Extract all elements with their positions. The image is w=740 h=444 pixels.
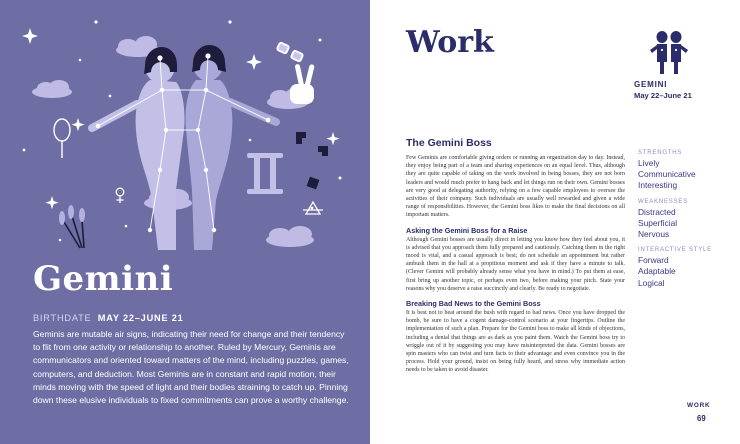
right-page: [370, 0, 740, 444]
bad-news-heading: Breaking Bad News to the Gemini Boss: [406, 299, 541, 309]
trait-value: Lively: [638, 158, 660, 168]
trait-group-interactive-style: [638, 247, 728, 289]
trait-value: Adaptable: [638, 266, 676, 277]
birthdate-label: BIRTHDATE: [33, 313, 92, 323]
trait-group-weaknesses: [638, 199, 728, 241]
gemini-twins-icon: [648, 28, 690, 74]
trait-value: Communicative: [638, 169, 696, 180]
trait-value: Nervous: [638, 229, 670, 240]
sign-badge: [634, 28, 704, 100]
raise-paragraph: Although Gemini bosses are usually direct in letting you know how they feel about you, it is advised that you approach them fully prepared and cautiously. Catching them in the right mood is vital, and a casual approach is best; do not schedule an appointment but rather ambush them in the hall at a propitious moment and ask if they have a minute to talk. (Clever Gemini will probably already sense what you have in mind.) To put them at ease, first bring up another topic, or perhaps even two, before making your pitch. State your reasons why you deserve a raise succinctly and clearly. Be ready to negotiate.: [406, 236, 625, 292]
boss-paragraph: Few Geminis are comfortable giving orders or running an organization day to day. Instead, they enjoy being part of a team and sharing experiences on an equal level. Thus, although they are quite capable of taking on the work involved in being bosses, they are not born leaders and would much prefer to hang back and let things run on their own. Gemini bosses are very good at delegating authority, relying on a few capable employees to oversee the activities of their company. Such individuals are usually well rewarded and given a wide range of responsibilities. However, the Gemini boss likes to make the final decisions on all important matters.: [406, 155, 625, 219]
trait-value: Distracted: [638, 206, 676, 217]
traits-sidebar: [638, 150, 728, 296]
birthdate-row: [33, 314, 184, 323]
trait-value: Logical: [638, 277, 665, 288]
trait-value: Interesting: [638, 180, 678, 191]
trait-group-strengths: [638, 150, 728, 192]
badge-dates: May 22–June 21: [634, 91, 692, 100]
trait-label: INTERACTIVE STYLE: [638, 247, 712, 254]
section-title: Work: [406, 25, 494, 60]
work-content: [406, 137, 625, 375]
boss-heading: The Gemini Boss: [406, 137, 492, 149]
footer-section-label: WORK: [687, 402, 711, 409]
bad-news-paragraph: It is best not to beat around the bush with regard to bad news. Once you have dropped the bomb, be sure to have a cogent damage-control scenario at your fingertips. Outline the implementation of such a plan. Prepare for the Gemini boss to make all kinds of objections, including a denial that things are as dark as you paint them. Watch the Gemini boss try to wriggle out of it by suggesting you may have misinterpreted the data. Gemini bosses are spin masters who can twist and turn facts to their advantage and even convince you in the process. Hold your ground, insist on being fully heard, and stress why immediate action needs to be taken to avoid disaster.: [406, 310, 625, 374]
trait-label: WEAKNESSES: [638, 198, 689, 205]
page-number: 69: [697, 414, 706, 423]
intro-paragraph: Geminis are mutable air signs, indicating their need for change and their tendency to flit from one activity or relationship to another. Ruled by Mercury, Geminis are communicators and oriented toward matters of the mind, including puzzles, games, computers, and deduction. Most Geminis are in constant and rapid motion, their minds moving with the speed of light and their bodies straining to catch up. Pinning down these elusive individuals to fixed commitments can prove a worthy challenge.: [33, 329, 349, 406]
trait-label: STRENGTHS: [638, 150, 683, 156]
raise-heading: Asking the Gemini Boss for a Raise: [406, 225, 528, 235]
trait-value: Superficial: [638, 217, 678, 228]
trait-value: Forward: [638, 255, 669, 266]
badge-sign-name: GEMINI: [634, 80, 668, 89]
gemini-twins-illustration: [0, 0, 370, 265]
sign-title: Gemini: [33, 259, 174, 299]
birthdate-range: MAY 22–JUNE 21: [97, 313, 184, 323]
